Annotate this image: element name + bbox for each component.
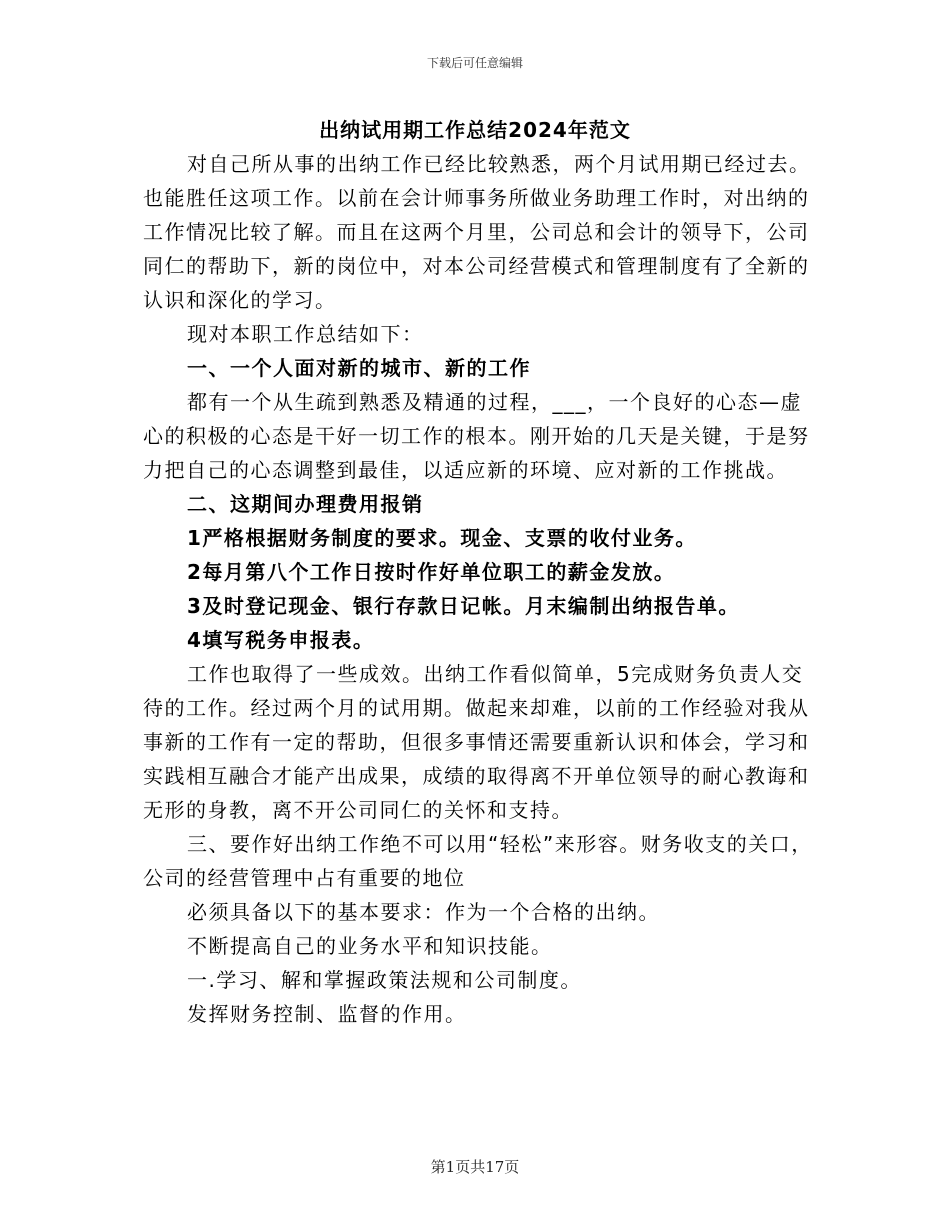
list-item-1: 1严格根据财务制度的要求。现金、支票的收付业务。: [187, 526, 697, 550]
control-role-line: 发挥财务控制、监督的作用。: [187, 1002, 467, 1026]
policy-study-line: 一.学习、解和掌握政策法规和公司制度。: [187, 968, 582, 992]
section-1-paragraph: 都有一个从生疏到熟悉及精通的过程，___，一个良好的心态—虚心的积极的心态是干好一切工作的根本。刚开始的几天是关键，于是努力把自己的心态调整到最佳，以适应新的环境、应对新的工作挑战。: [143, 390, 810, 482]
section-heading-2: 二、这期间办理费用报销: [187, 492, 424, 516]
requirements-line: 必须具备以下的基本要求：作为一个合格的出纳。: [187, 900, 660, 924]
list-item-2: 2每月第八个工作日按时作好单位职工的薪金发放。: [187, 560, 676, 584]
improve-skills-line: 不断提高自己的业务水平和知识技能。: [187, 934, 553, 958]
section-heading-1: 一、一个人面对新的城市、新的工作: [187, 356, 531, 380]
page-header-note: 下载后可任意编辑: [426, 56, 523, 70]
page-number: 第1页共17页: [430, 1158, 520, 1176]
summary-lead-paragraph: 现对本职工作总结如下：: [187, 322, 424, 346]
list-item-3: 3及时登记现金、银行存款日记帐。月末编制出纳报告单。: [187, 594, 740, 618]
document-body: [143, 147, 813, 1031]
list-item-4: 4填写税务申报表。: [187, 628, 375, 652]
results-paragraph: 工作也取得了一些成效。出纳工作看似简单，5完成财务负责人交待的工作。经过两个月的试用期。做起来却难，以前的工作经验对我从事新的工作有一定的帮助，但很多事情还需要重新认识和体会，学习和实践相互融合才能产出成果，成绩的取得离不开单位领导的耐心教诲和无形的身教，离不开公司同仁的关怀和支持。: [143, 662, 810, 822]
intro-paragraph: 对自己所从事的出纳工作已经比较熟悉，两个月试用期已经过去。也能胜任这项工作。以前在会计师事务所做业务助理工作时，对出纳的工作情况比较了解。而且在这两个月里，公司总和会计的领导下，公司同仁的帮助下，新的岗位中，对本公司经营模式和管理制度有了全新的认识和深化的学习。: [143, 152, 811, 312]
section-3-paragraph: 三、要作好出纳工作绝不可以用“轻松”来形容。财务收支的关口，公司的经营管理中占有重要的地位: [143, 832, 813, 890]
document-title: 出纳试用期工作总结2024年范文: [319, 118, 631, 142]
